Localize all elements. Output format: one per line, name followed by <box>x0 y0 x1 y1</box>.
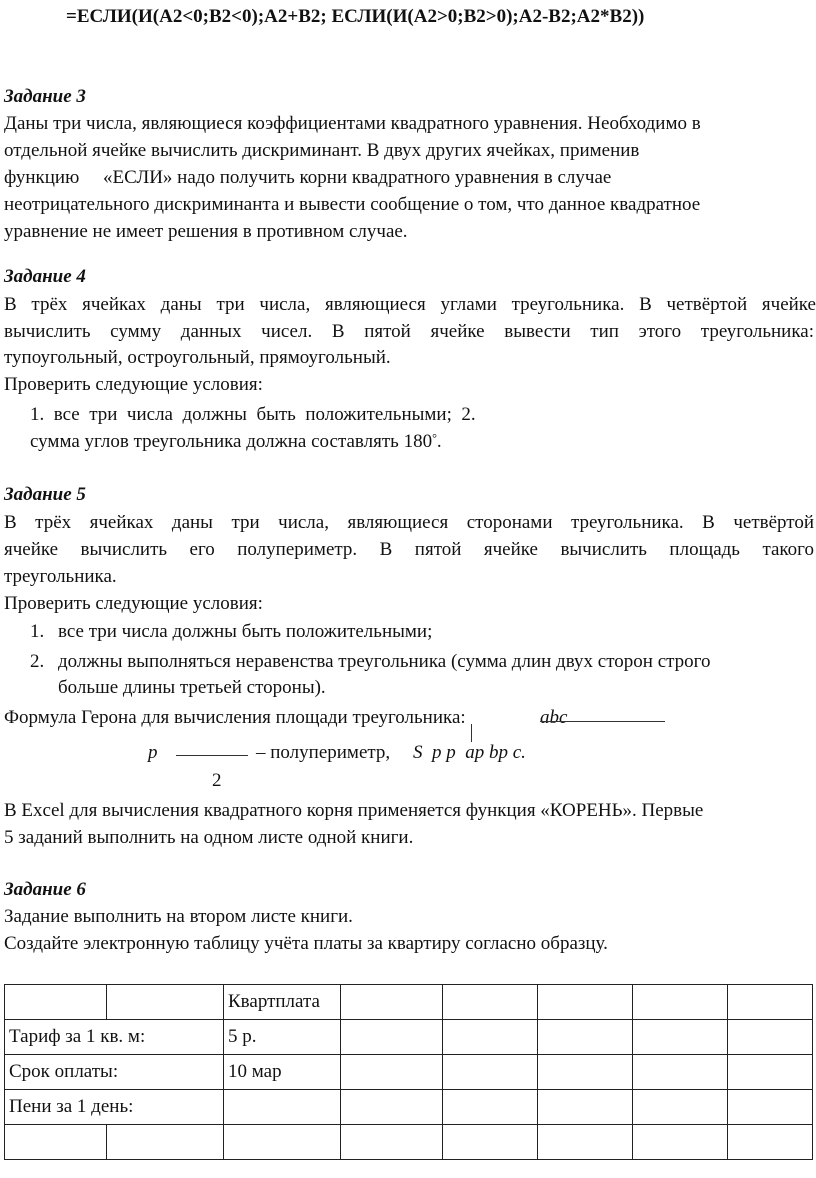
task4-line-3: тупоугольный, остроугольный, прямоугольный. <box>4 347 391 368</box>
table-cell <box>728 1125 813 1160</box>
task4-check: Проверить следующие условия: <box>4 374 263 395</box>
task5-check: Проверить следующие условия: <box>4 593 263 614</box>
task5-line-3: треугольника. <box>4 566 117 587</box>
table-cell <box>633 1055 728 1090</box>
table-row <box>5 1125 813 1160</box>
task3-line-2: отдельной ячейке вычислить дискриминант. В двух других ячейках, применив <box>4 140 640 161</box>
semi-perimeter-text: – полупериметр, <box>256 742 391 763</box>
table-cell <box>341 1020 443 1055</box>
p-symbol: p <box>148 742 158 763</box>
excel-line-2: 5 заданий выполнить на одном листе одной книги. <box>4 827 414 848</box>
task4-item-2 <box>30 428 442 456</box>
table-cell: Тариф за 1 кв. м: <box>5 1020 224 1055</box>
area-formula: S p p ap bp c. <box>413 742 526 763</box>
task5-item-1-num: 1. <box>30 621 45 642</box>
task3-line-5: уравнение не имеет решения в противном случае. <box>4 221 408 242</box>
task5-item-2-num: 2. <box>30 651 45 672</box>
fraction-line <box>176 755 248 756</box>
table-cell <box>341 1125 443 1160</box>
excel-line-1: В Excel для вычисления квадратного корня применяется функция «КОРЕНЬ». Первые <box>4 800 704 821</box>
task4-heading: Задание 4 <box>4 266 86 287</box>
heron-numerator: abc <box>540 707 568 728</box>
table-cell <box>538 1055 633 1090</box>
table-cell <box>538 1090 633 1125</box>
table-cell <box>224 1090 341 1125</box>
table-cell <box>5 985 107 1020</box>
task5-item-2-cont: больше длины третьей стороны). <box>58 677 326 698</box>
rent-table <box>4 984 813 1160</box>
table-cell <box>443 1125 538 1160</box>
heron-label: Формула Герона для вычисления площади треугольника: <box>4 707 466 728</box>
table-cell <box>633 985 728 1020</box>
table-cell <box>341 985 443 1020</box>
task6-heading: Задание 6 <box>4 879 86 900</box>
table-row <box>5 1090 813 1125</box>
degree-sign: ° <box>432 431 437 445</box>
table-cell <box>5 1125 107 1160</box>
table-cell <box>633 1125 728 1160</box>
top-formula: =ЕСЛИ(И(A2<0;B2<0);A2+B2; ЕСЛИ(И(A2>0;B2>0);A2-B2;A2*B2)) <box>66 6 645 27</box>
task5-item-1-text: все три числа должны быть положительными; <box>58 621 433 642</box>
table-cell <box>443 1090 538 1125</box>
table-cell <box>107 1125 224 1160</box>
table-cell <box>443 1055 538 1090</box>
task3-line-4: неотрицательного дискриминанта и вывести сообщение о том, что данное квадратное <box>4 194 701 215</box>
table-cell: 10 мар <box>224 1055 341 1090</box>
table-cell <box>443 1020 538 1055</box>
table-cell <box>538 985 633 1020</box>
table-row <box>5 985 813 1020</box>
table-cell <box>728 985 813 1020</box>
table-row <box>5 1055 813 1090</box>
task4-line-2: вычислить сумму данных чисел. В пятой ячейке вывести тип этого треугольника: <box>4 321 814 342</box>
fraction-denominator: 2 <box>212 770 222 791</box>
task5-line-1: В трёх ячейках даны три числа, являющиеся сторонами треугольника. В четвёртой <box>4 512 814 533</box>
table-cell <box>633 1090 728 1125</box>
table-cell <box>538 1020 633 1055</box>
table-cell <box>341 1055 443 1090</box>
table-cell: 5 р. <box>224 1020 341 1055</box>
task6-line-1: Задание выполнить на втором листе книги. <box>4 906 353 927</box>
table-cell: Срок оплаты: <box>5 1055 224 1090</box>
table-cell <box>728 1055 813 1090</box>
table-row <box>5 1020 813 1055</box>
task3-line-1: Даны три числа, являющиеся коэффициентами квадратного уравнения. Необходимо в <box>4 113 701 134</box>
task5-item-2-text: должны выполняться неравенства треугольника (сумма длин двух сторон строго <box>58 651 711 672</box>
table-cell <box>443 985 538 1020</box>
task4-item-2-text: сумма углов треугольника должна составлять 180 <box>30 431 433 452</box>
table-cell <box>728 1020 813 1055</box>
task3-heading: Задание 3 <box>4 86 86 107</box>
table-cell <box>538 1125 633 1160</box>
table-cell <box>728 1090 813 1125</box>
task4-item-1: 1. все три числа должны быть положительными; 2. <box>30 404 476 425</box>
task5-heading: Задание 5 <box>4 484 86 505</box>
radical-sign <box>471 724 472 742</box>
table-cell: Пени за 1 день: <box>5 1090 224 1125</box>
heron-numerator-line <box>540 721 665 722</box>
task4-line-1: В трёх ячейках даны три числа, являющиеся углами треугольника. В четвёртой ячейке <box>4 294 816 315</box>
table-cell <box>107 985 224 1020</box>
task4-item-2-end: . <box>436 431 442 452</box>
task3-line-3: функцию «ЕСЛИ» надо получить корни квадратного уравнения в случае <box>4 167 612 188</box>
table-cell <box>224 1125 341 1160</box>
task5-line-2: ячейке вычислить его полупериметр. В пятой ячейке вычислить площадь такого <box>4 539 814 560</box>
table-cell <box>341 1090 443 1125</box>
table-cell: Квартплата <box>224 985 341 1020</box>
table-cell <box>633 1020 728 1055</box>
task6-line-2: Создайте электронную таблицу учёта платы за квартиру согласно образцу. <box>4 933 608 954</box>
